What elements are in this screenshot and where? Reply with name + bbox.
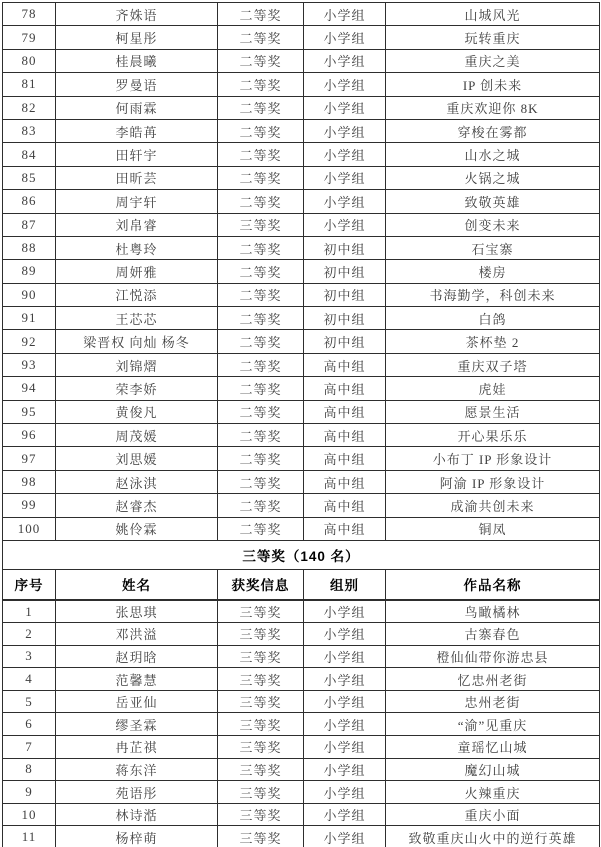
third-prize-section-head — [3, 540, 600, 600]
cell-serial: 82 — [3, 96, 56, 119]
cell-name: 田昕芸 — [56, 166, 218, 189]
cell-name: 江悦添 — [56, 283, 218, 306]
third-prize-rows — [3, 600, 600, 847]
cell-serial: 86 — [3, 190, 56, 213]
cell-serial: 83 — [3, 119, 56, 142]
cell-name: 梁晋权 向灿 杨冬 — [56, 330, 218, 353]
cell-work: 茶杯垫 2 — [386, 330, 600, 353]
table-row — [3, 736, 600, 759]
cell-award: 二等奖 — [218, 143, 304, 166]
cell-name: 邓洪溢 — [56, 623, 218, 646]
cell-group: 初中组 — [304, 236, 386, 259]
cell-award: 三等奖 — [218, 600, 304, 623]
cell-work: 白鸽 — [386, 307, 600, 330]
cell-group: 高中组 — [304, 353, 386, 376]
cell-name: 林诗湉 — [56, 803, 218, 826]
cell-award: 三等奖 — [218, 690, 304, 713]
second-prize-rows — [3, 3, 600, 541]
cell-group: 初中组 — [304, 260, 386, 283]
cell-work: 古寨春色 — [386, 623, 600, 646]
cell-award: 三等奖 — [218, 826, 304, 847]
table-row — [3, 143, 600, 166]
cell-serial: 7 — [3, 736, 56, 759]
cell-group: 初中组 — [304, 330, 386, 353]
cell-name: 王芯芯 — [56, 307, 218, 330]
cell-award: 三等奖 — [218, 645, 304, 668]
cell-group: 小学组 — [304, 713, 386, 736]
cell-work: 重庆双子塔 — [386, 353, 600, 376]
cell-name: 范馨慧 — [56, 668, 218, 691]
cell-serial: 79 — [3, 26, 56, 49]
cell-serial: 2 — [3, 623, 56, 646]
cell-name: 苑语彤 — [56, 781, 218, 804]
table-row — [3, 330, 600, 353]
cell-award: 二等奖 — [218, 353, 304, 376]
cell-award: 二等奖 — [218, 73, 304, 96]
cell-group: 高中组 — [304, 424, 386, 447]
table-row — [3, 781, 600, 804]
cell-serial: 100 — [3, 517, 56, 540]
cell-name: 刘思媛 — [56, 447, 218, 470]
cell-work: 书海勤学，科创未来 — [386, 283, 600, 306]
cell-name: 赵睿杰 — [56, 494, 218, 517]
table-row — [3, 424, 600, 447]
cell-work: 忠州老街 — [386, 690, 600, 713]
cell-group: 高中组 — [304, 494, 386, 517]
cell-name: 姚伶霖 — [56, 517, 218, 540]
table-row — [3, 668, 600, 691]
cell-serial: 88 — [3, 236, 56, 259]
cell-work: 阿渝 IP 形象设计 — [386, 470, 600, 493]
table-row — [3, 119, 600, 142]
cell-work: 忆忠州老街 — [386, 668, 600, 691]
column-header-work: 作品名称 — [386, 569, 600, 600]
table-row — [3, 49, 600, 72]
cell-group: 小学组 — [304, 213, 386, 236]
cell-award: 三等奖 — [218, 758, 304, 781]
cell-award: 二等奖 — [218, 470, 304, 493]
table-row — [3, 494, 600, 517]
cell-award: 三等奖 — [218, 781, 304, 804]
cell-award: 二等奖 — [218, 26, 304, 49]
cell-group: 高中组 — [304, 517, 386, 540]
cell-name: 李皓苒 — [56, 119, 218, 142]
cell-serial: 90 — [3, 283, 56, 306]
cell-group: 高中组 — [304, 447, 386, 470]
cell-serial: 98 — [3, 470, 56, 493]
table-row — [3, 600, 600, 623]
table-row — [3, 213, 600, 236]
cell-award: 三等奖 — [218, 623, 304, 646]
cell-serial: 87 — [3, 213, 56, 236]
cell-work: “渝”见重庆 — [386, 713, 600, 736]
cell-serial: 11 — [3, 826, 56, 847]
cell-name: 赵玥晗 — [56, 645, 218, 668]
cell-award: 二等奖 — [218, 377, 304, 400]
cell-award: 二等奖 — [218, 517, 304, 540]
cell-serial: 81 — [3, 73, 56, 96]
cell-serial: 5 — [3, 690, 56, 713]
table-row — [3, 758, 600, 781]
cell-work: 重庆欢迎你 8K — [386, 96, 600, 119]
cell-name: 齐姝语 — [56, 3, 218, 26]
cell-group: 小学组 — [304, 49, 386, 72]
cell-group: 小学组 — [304, 3, 386, 26]
cell-name: 黄俊凡 — [56, 400, 218, 423]
cell-serial: 84 — [3, 143, 56, 166]
cell-award: 三等奖 — [218, 736, 304, 759]
table-row — [3, 283, 600, 306]
cell-group: 小学组 — [304, 623, 386, 646]
cell-work: IP 创未来 — [386, 73, 600, 96]
cell-serial: 8 — [3, 758, 56, 781]
cell-name: 缪圣霖 — [56, 713, 218, 736]
cell-work: 玩转重庆 — [386, 26, 600, 49]
table-row — [3, 645, 600, 668]
cell-serial: 78 — [3, 3, 56, 26]
cell-work: 小布丁 IP 形象设计 — [386, 447, 600, 470]
table-row — [3, 26, 600, 49]
cell-work: 石宝寨 — [386, 236, 600, 259]
cell-serial: 89 — [3, 260, 56, 283]
cell-name: 刘帛睿 — [56, 213, 218, 236]
table-row — [3, 353, 600, 376]
column-header-award: 获奖信息 — [218, 569, 304, 600]
cell-group: 小学组 — [304, 826, 386, 847]
cell-award: 二等奖 — [218, 119, 304, 142]
cell-award: 二等奖 — [218, 494, 304, 517]
cell-group: 高中组 — [304, 377, 386, 400]
cell-name: 周茂媛 — [56, 424, 218, 447]
cell-work: 致敬重庆山火中的逆行英雄 — [386, 826, 600, 847]
cell-serial: 92 — [3, 330, 56, 353]
cell-award: 三等奖 — [218, 803, 304, 826]
cell-award: 二等奖 — [218, 260, 304, 283]
cell-award: 二等奖 — [218, 330, 304, 353]
table-row — [3, 803, 600, 826]
table-row — [3, 713, 600, 736]
cell-group: 小学组 — [304, 781, 386, 804]
section-header-row — [3, 540, 600, 569]
cell-group: 高中组 — [304, 470, 386, 493]
cell-name: 蒋东洋 — [56, 758, 218, 781]
cell-work: 山城风光 — [386, 3, 600, 26]
cell-serial: 94 — [3, 377, 56, 400]
cell-award: 二等奖 — [218, 424, 304, 447]
table-row — [3, 260, 600, 283]
cell-name: 柯星彤 — [56, 26, 218, 49]
table-row — [3, 3, 600, 26]
cell-name: 张思琪 — [56, 600, 218, 623]
cell-group: 小学组 — [304, 645, 386, 668]
table-row — [3, 166, 600, 189]
cell-serial: 99 — [3, 494, 56, 517]
table-row — [3, 377, 600, 400]
cell-work: 火辣重庆 — [386, 781, 600, 804]
cell-serial: 80 — [3, 49, 56, 72]
cell-award: 二等奖 — [218, 283, 304, 306]
cell-group: 小学组 — [304, 758, 386, 781]
cell-group: 初中组 — [304, 283, 386, 306]
cell-group: 高中组 — [304, 400, 386, 423]
cell-serial: 9 — [3, 781, 56, 804]
cell-name: 杜粤玲 — [56, 236, 218, 259]
table-row — [3, 307, 600, 330]
cell-award: 二等奖 — [218, 190, 304, 213]
cell-serial: 91 — [3, 307, 56, 330]
cell-work: 致敬英雄 — [386, 190, 600, 213]
cell-group: 小学组 — [304, 190, 386, 213]
cell-group: 小学组 — [304, 119, 386, 142]
cell-award: 三等奖 — [218, 713, 304, 736]
cell-serial: 10 — [3, 803, 56, 826]
table-row — [3, 447, 600, 470]
cell-name: 冉芷祺 — [56, 736, 218, 759]
cell-serial: 95 — [3, 400, 56, 423]
cell-group: 小学组 — [304, 736, 386, 759]
cell-name: 杨梓萌 — [56, 826, 218, 847]
cell-group: 小学组 — [304, 26, 386, 49]
cell-name: 田轩宇 — [56, 143, 218, 166]
cell-serial: 4 — [3, 668, 56, 691]
cell-award: 二等奖 — [218, 166, 304, 189]
cell-work: 开心果乐乐 — [386, 424, 600, 447]
cell-work: 穿梭在雾都 — [386, 119, 600, 142]
cell-serial: 97 — [3, 447, 56, 470]
cell-group: 小学组 — [304, 690, 386, 713]
cell-serial: 93 — [3, 353, 56, 376]
cell-name: 刘锦熠 — [56, 353, 218, 376]
table-row — [3, 517, 600, 540]
cell-name: 罗曼语 — [56, 73, 218, 96]
cell-group: 小学组 — [304, 96, 386, 119]
cell-name: 何雨霖 — [56, 96, 218, 119]
cell-work: 愿景生活 — [386, 400, 600, 423]
cell-award: 二等奖 — [218, 447, 304, 470]
cell-award: 二等奖 — [218, 236, 304, 259]
cell-work: 重庆小面 — [386, 803, 600, 826]
table-row — [3, 400, 600, 423]
column-header-name: 姓名 — [56, 569, 218, 600]
cell-group: 小学组 — [304, 668, 386, 691]
cell-serial: 1 — [3, 600, 56, 623]
cell-name: 荣李娇 — [56, 377, 218, 400]
column-header-row — [3, 569, 600, 600]
cell-name: 周宇轩 — [56, 190, 218, 213]
cell-group: 小学组 — [304, 73, 386, 96]
cell-work: 铜凤 — [386, 517, 600, 540]
cell-serial: 85 — [3, 166, 56, 189]
cell-name: 桂晨曦 — [56, 49, 218, 72]
cell-award: 二等奖 — [218, 3, 304, 26]
cell-group: 小学组 — [304, 166, 386, 189]
table-row — [3, 690, 600, 713]
cell-work: 鸟瞰橘林 — [386, 600, 600, 623]
cell-group: 初中组 — [304, 307, 386, 330]
cell-group: 小学组 — [304, 143, 386, 166]
table-row — [3, 623, 600, 646]
cell-work: 重庆之美 — [386, 49, 600, 72]
cell-award: 三等奖 — [218, 668, 304, 691]
table-row — [3, 190, 600, 213]
table-row — [3, 826, 600, 847]
cell-work: 山水之城 — [386, 143, 600, 166]
cell-name: 周妍雅 — [56, 260, 218, 283]
cell-work: 火锅之城 — [386, 166, 600, 189]
cell-name: 岳亚仙 — [56, 690, 218, 713]
cell-serial: 6 — [3, 713, 56, 736]
cell-name: 赵泳淇 — [56, 470, 218, 493]
cell-work: 魔幻山城 — [386, 758, 600, 781]
table-row — [3, 96, 600, 119]
cell-group: 小学组 — [304, 803, 386, 826]
section-title: 三等奖（140 名） — [3, 540, 600, 569]
awards-table — [2, 2, 600, 847]
cell-work: 创变未来 — [386, 213, 600, 236]
cell-award: 二等奖 — [218, 400, 304, 423]
cell-work: 虎娃 — [386, 377, 600, 400]
table-row — [3, 470, 600, 493]
cell-award: 二等奖 — [218, 49, 304, 72]
table-row — [3, 73, 600, 96]
cell-work: 童瑶忆山城 — [386, 736, 600, 759]
cell-serial: 96 — [3, 424, 56, 447]
cell-work: 成渝共创未来 — [386, 494, 600, 517]
column-header-serial: 序号 — [3, 569, 56, 600]
cell-work: 楼房 — [386, 260, 600, 283]
cell-award: 二等奖 — [218, 96, 304, 119]
cell-award: 三等奖 — [218, 213, 304, 236]
cell-serial: 3 — [3, 645, 56, 668]
column-header-group: 组别 — [304, 569, 386, 600]
cell-work: 橙仙仙带你游忠县 — [386, 645, 600, 668]
cell-group: 小学组 — [304, 600, 386, 623]
table-row — [3, 236, 600, 259]
cell-award: 二等奖 — [218, 307, 304, 330]
